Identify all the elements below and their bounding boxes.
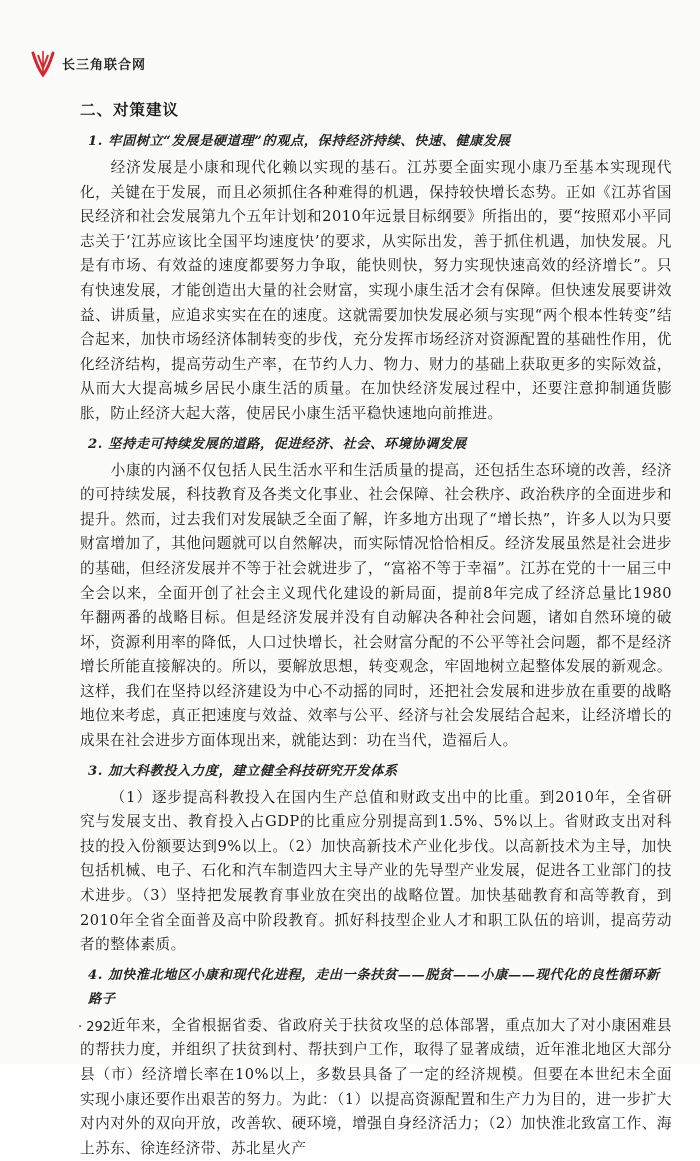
v-swirl-logo-icon	[30, 49, 56, 77]
section-title: 二、对策建议	[80, 101, 180, 119]
article-body	[80, 98, 672, 1161]
subheading-3: 3. 加大科教投入力度，建立健全科技研究开发体系	[88, 763, 398, 779]
paragraph-3: （1）逐步提高科教投入在国内生产总值和财政支出中的比重。到2010年，全省研究与发展支出、教育投入占GDP的比重应分别提高到1.5%、5%以上。省财政支出对科技的投入份额要达到9%以上。（2）加快高新技术产业化步伐。以高新技术为主导，加快包括机械、电子、石化和汽车制造四大主导产业的先导型产业发展，促进各工业部门的技术进步。（3）坚持把发展教育事业放在突出的战略位置。加快基础教育和高等教育，到2010年全省全面普及高中阶段教育。抓好科技型企业人才和职工队伍的培训，提高劳动者的整体素质。	[80, 788, 672, 954]
paragraph-4: 近年来，全省根据省委、省政府关于扶贫攻坚的总体部署，重点加大了对小康困难县的帮扶力度，并组织了扶贫到村、帮扶到户工作，取得了显著成绩，近年淮北地区大部分县（市）经济增长率在10%以上，多数县具备了一定的经济规模。但要在本世纪末全面实现小康还要作出艰苦的努力。为此：（1）以提高资源配置和生产力为目的，进一步扩大对内对外的双向开放，改善软、硬环境，增强自身经济活力；（2）加快淮北致富工作、海上苏东、徐连经济带、苏北星火产	[80, 1016, 672, 1157]
page-number: · 292 ·	[78, 1020, 120, 1035]
subheading-2: 2. 坚持走可持续发展的道路，促进经济、社会、环境协调发展	[88, 436, 467, 452]
paragraph-1: 经济发展是小康和现代化赖以实现的基石。江苏要全面实现小康乃至基本实现现代化，关键在于发展，而且必须抓住各种难得的机遇，保持较快增长态势。正如《江苏省国民经济和社会发展第九个五年计划和2010年远景目标纲要》所指出的，要“按照邓小平同志关于‘江苏应该比全国平均速度快’的要求，从实际出发，善于抓住机遇，加快发展。凡是有市场、有效益的速度都要努力争取，能快则快，努力实现快速高效的经济增长”。只有快速发展，才能创造出大量的社会财富，实现小康生活才会有保障。但快速发展要讲效益、讲质量，应追求实实在在的速度。这就需要加快发展必须与实现“两个根本性转变”结合起来，加快市场经济体制转变的步伐，充分发挥市场经济对资源配置的基础性作用，优化经济结构，提高劳动生产率，在节约人力、物力、财力的基础上获取更多的实际效益，从而大大提高城乡居民小康生活的质量。在加快经济发展过程中，还要注意抑制通货膨胀，防止经济大起大落，使居民小康生活平稳快速地向前推进。	[80, 159, 672, 422]
site-name: 长三角联合网	[62, 57, 147, 73]
paragraph-2: 小康的内涵不仅包括人民生活水平和生活质量的提高，还包括生态环境的改善，经济的可持续发展，科技教育及各类文化事业、社会保障、社会秩序、政治秩序的全面进步和提升。然而，过去我们对发展缺乏全面了解，许多地方出现了“增长热”，许多人以为只要财富增加了，其他问题就可以自然解决，而实际情况恰恰相反。经济发展虽然是社会进步的基础，但经济发展并不等于社会就进步了，“富裕不等于幸福”。江苏在党的十一届三中全会以来，全面开创了社会主义现代化建设的新局面，提前8年完成了经济总量比1980年翻两番的战略目标。但是经济发展并没有自动解决各种社会问题，诸如自然环境的破坏，资源利用率的降低，人口过快增长，社会财富分配的不公平等社会问题，都不是经济增长所能直接解决的。所以，要解放思想，转变观念，牢固地树立起整体发展的新观念。这样，我们在坚持以经济建设为中心不动摇的同时，还把社会发展和进步放在重要的战略地位来考虑，真正把速度与效益、效率与公平、经济与社会发展结合起来，让经济增长的成果在社会进步方面体现出来，就能达到：功在当代，造福后人。	[80, 461, 672, 750]
page-header	[30, 48, 146, 78]
subheading-4: 4. 加快淮北地区小康和现代化进程，走出一条扶贫——脱贫——小康——现代化的良性循环新路子	[88, 967, 660, 1007]
subheading-1: 1. 牢固树立“发展是硬道理”的观点，保持经济持续、快速、健康发展	[88, 134, 511, 149]
